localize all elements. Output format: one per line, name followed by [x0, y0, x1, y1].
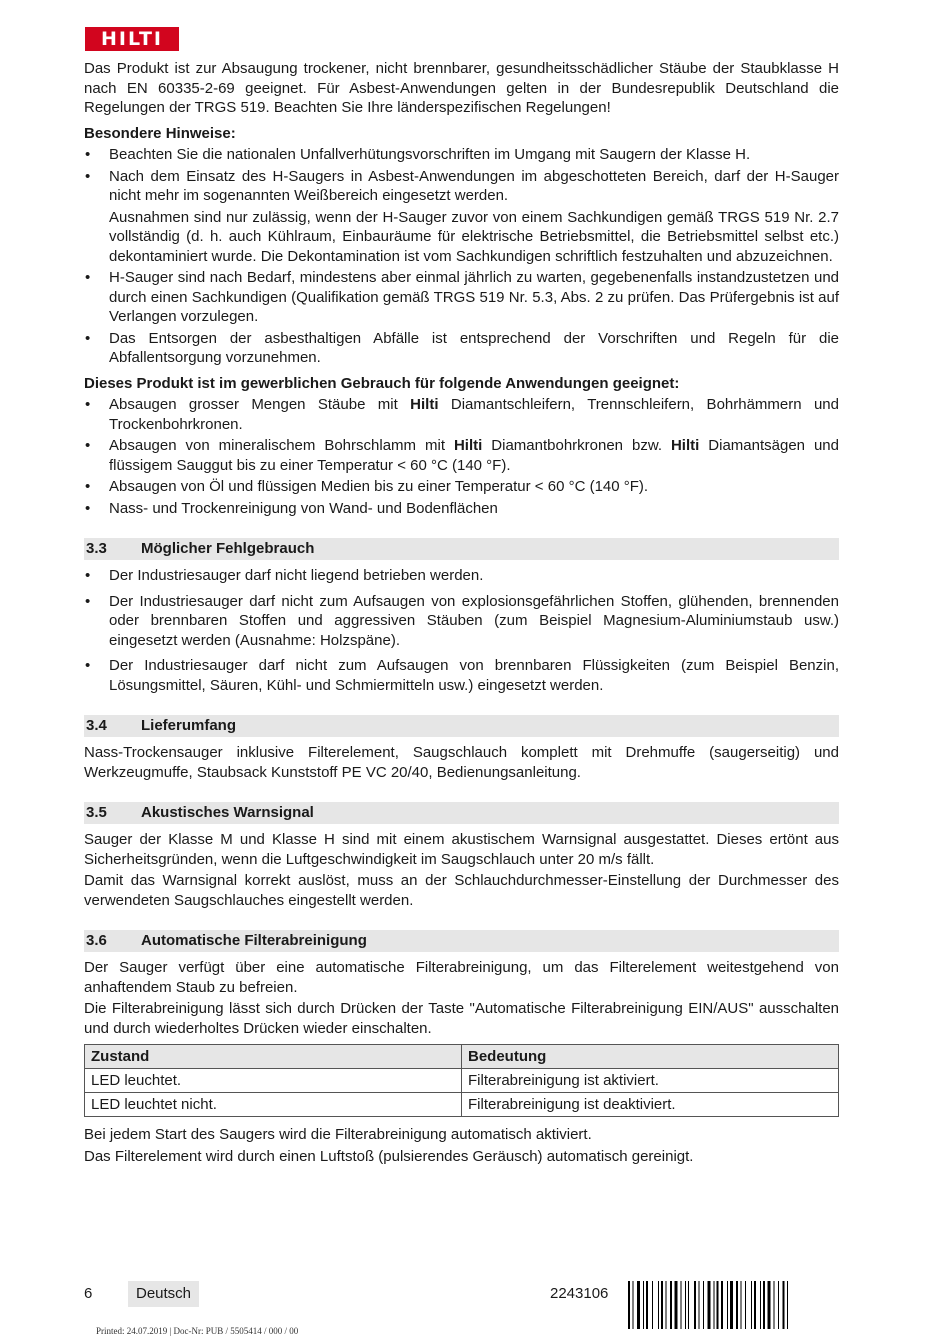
brand-name: Hilti [670, 437, 700, 454]
list-item-text: Diamantbohrkronen bzw. [482, 437, 671, 454]
barcode-bar [736, 1281, 738, 1329]
use-heading: Dieses Produkt ist im gewerblichen Gebrauch für folgende Anwendungen geeignet: [84, 374, 680, 392]
barcode [628, 1281, 838, 1329]
section-number: 3.5 [86, 804, 107, 821]
table-cell: Filterabreinigung ist aktiviert. [462, 1069, 839, 1093]
brand-name: Hilti [453, 437, 483, 454]
warning-paragraph: Damit das Warnsignal korrekt auslöst, muss an der Schlauchdurchmesser-Einstellung der Durchmesser des verwendeten Saugschlauches eingestellt werden. [84, 872, 839, 909]
table-row [85, 1093, 839, 1117]
barcode-bar [681, 1281, 682, 1329]
barcode-bar [633, 1281, 634, 1329]
use-list [84, 395, 839, 518]
list-item: • H-Sauger sind nach Bedarf, mindestens aber einmal jährlich zu warten, gegebenenfalls instandzustetzen und durch einen Sachkundigen (Qualifikation gemäß TRGS 519 Nr. 5.3, Abs. 2 zu prüfen. Das Prüfergebnis ist auf Verlangen vorzulegen. [84, 268, 839, 327]
table-cell: LED leuchtet nicht. [85, 1093, 462, 1117]
hints-list-more [84, 268, 839, 368]
barcode-bar [670, 1281, 672, 1329]
section-heading-3-5 [84, 802, 839, 824]
section-number: 3.3 [86, 540, 107, 557]
barcode-bar [768, 1281, 771, 1329]
list-item-text: Diamantschleifern, Trennschleifern, Bohrhämmern und Trockenbohrkronen. [109, 396, 839, 433]
barcode-bar [646, 1281, 648, 1329]
filter-paragraph: Bei jedem Start des Saugers wird die Filterabreinigung automatisch aktiviert. [84, 1126, 592, 1143]
list-item: • Der Industriesauger darf nicht zum Aufsaugen von explosionsgefährlichen Stoffen, glühenden, brennenden oder brennbaren Stoffen und aggressiven Stäuben (zum Beispiel Magnesium-Aluminiumstaub usw.) eingesetzt werden (Ausnahme: Holzspäne). [84, 592, 839, 651]
list-item: • Nass- und Trockenreinigung von Wand- und Bodenflächen [84, 499, 839, 519]
barcode-bar [685, 1281, 686, 1329]
section-title: Automatische Filterabreinigung [141, 932, 367, 949]
list-item-text: Absaugen von mineralischem Bohrschlamm mit [109, 437, 454, 454]
misuse-list [84, 566, 839, 695]
barcode-bar [741, 1281, 742, 1329]
section-number: 3.6 [86, 932, 107, 949]
hints-heading: Besondere Hinweise: [84, 124, 236, 142]
barcode-bar [675, 1281, 678, 1329]
page-number: 6 [84, 1285, 93, 1302]
list-item: • Der Industriesauger darf nicht liegend betrieben werden. [84, 566, 839, 586]
barcode-bar [661, 1281, 663, 1329]
intro-paragraph: Das Produkt ist zur Absaugung trockener, nicht brennbarer, gesundheitsschädlicher Stäube der Staubklasse H nach EN 60335-2-69 geeignet. Für Asbest-Anwendungen gelten in der Bundesrepublik Deutschland die Regelungen der TRGS 519. Beachten Sie Ihre länderspezifischen Regelungen! [84, 60, 839, 116]
hilti-logo: HILTI [85, 27, 179, 51]
barcode-bar [666, 1281, 667, 1329]
document-body [84, 59, 839, 1166]
warning-paragraph: Sauger der Klasse M und Klasse H sind mit einem akustischem Warnsignal ausgestattet. Dieses ertönt aus Sicherheitsgründen, wenn die Luftgeschwindigkeit im Saugschlauch unter 20 m/s fällt. [84, 831, 839, 868]
table-header: Bedeutung [462, 1045, 839, 1069]
section-heading-3-6 [84, 930, 839, 952]
section-title: Möglicher Fehlgebrauch [141, 540, 315, 557]
language-badge: Deutsch [128, 1281, 199, 1307]
filter-paragraph: Der Sauger verfügt über eine automatische Filterabreinigung, um das Filterelement weitestgehend von anhaftendem Staub zu befreien. [84, 959, 839, 996]
barcode-bar [637, 1281, 640, 1329]
barcode-bar [694, 1281, 696, 1329]
barcode-bar [658, 1281, 659, 1329]
barcode-bar [751, 1281, 752, 1329]
list-item: • Absaugen von Öl und flüssigen Medien bis zu einer Temperatur < 60 °C (140 °F). [84, 477, 839, 497]
barcode-bar [688, 1281, 689, 1329]
table-header: Zustand [85, 1045, 462, 1069]
barcode-bar [643, 1281, 644, 1329]
barcode-bar [708, 1281, 711, 1329]
barcode-bar [727, 1281, 728, 1329]
delivery-text: Nass-Trockensauger inklusive Filterelement, Saugschlauch komplett mit Drehmuffe (saugerseitig) und Werkzeugmuffe, Staubsack Kunststoff PE VC 20/40, Bedienungsanleitung. [84, 744, 839, 781]
section-title: Akustisches Warnsignal [141, 804, 314, 821]
document-number: 2243106 [550, 1285, 609, 1302]
list-item: • Das Entsorgen der asbesthaltigen Abfälle ist entsprechend der Vorschriften und Regeln für die Abfallentsorgung vorzunehmen. [84, 329, 839, 368]
barcode-bar [760, 1281, 761, 1329]
barcode-bar [783, 1281, 785, 1329]
list-item: • Beachten Sie die nationalen Unfallverhütungsvorschriften im Umgang mit Saugern der Klasse H. [84, 145, 839, 165]
filter-paragraph: Die Filterabreinigung lässt sich durch Drücken der Taste "Automatische Filterabreinigung EIN/AUS" ausschalten und durch wiederholtes Drücken wieder einschalten. [84, 1000, 839, 1037]
barcode-bar [721, 1281, 723, 1329]
barcode-bar [730, 1281, 733, 1329]
list-item [84, 436, 839, 475]
barcode-bar [778, 1281, 779, 1329]
table-row [85, 1069, 839, 1093]
section-title: Lieferumfang [141, 717, 237, 734]
print-info: Printed: 24.07.2019 | Doc-Nr: PUB / 5505414 / 000 / 00 [96, 1326, 299, 1336]
barcode-bar [745, 1281, 746, 1329]
status-table [84, 1044, 839, 1117]
list-item [84, 395, 839, 434]
table-header-row [85, 1045, 839, 1069]
filter-paragraph: Das Filterelement wird durch einen Luftstoß (pulsierendes Geräusch) automatisch gereinigt. [84, 1147, 694, 1165]
barcode-bar [703, 1281, 704, 1329]
barcode-bar [652, 1281, 653, 1329]
barcode-bar [787, 1281, 788, 1329]
barcode-bar [774, 1281, 775, 1329]
barcode-bar [763, 1281, 765, 1329]
hints-continuation: Ausnahmen sind nur zulässig, wenn der H-Sauger zuvor von einem Sachkundigen gemäß TRGS 519 Nr. 2.7 vollständig (d. h. auch Kühlraum, Einbauräume für elektrische Betriebsmittel, die Betriebsmittel selbst etc.) dekontaminiert wurde. Die Dekontamination ist vom Sachkundigen schriftlich festzuhalten und abzuzeichnen. [109, 208, 839, 265]
list-item-text: Diamantsägen und flüssigem Sauggut bis zu einer Temperatur < 60 °C (140 °F). [109, 437, 839, 474]
section-heading-3-4 [84, 715, 839, 737]
barcode-bar [699, 1281, 700, 1329]
list-item-text: Absaugen grosser Mengen Stäube mit [109, 396, 411, 413]
brand-name: Hilti [410, 396, 439, 413]
barcode-bar [717, 1281, 719, 1329]
list-item [84, 167, 839, 206]
barcode-bar [714, 1281, 715, 1329]
table-cell: LED leuchtet. [85, 1069, 462, 1093]
list-item-text: Nach dem Einsatz des H-Saugers in Asbest-Anwendungen im abgeschotteten Bereich, darf der H-Sauger nicht mehr im sogenannten Weißbereich eingesetzt werden. [109, 167, 839, 204]
list-item: • Der Industriesauger darf nicht zum Aufsaugen von brennbaren Flüssigkeiten (zum Beispiel Benzin, Lösungsmittel, Säuren, Kühl- und Schmiermitteln usw.) eingesetzt werden. [84, 656, 839, 695]
barcode-bar [754, 1281, 756, 1329]
barcode-bar [628, 1281, 630, 1329]
hints-list [84, 145, 839, 206]
section-number: 3.4 [86, 717, 107, 734]
section-heading-3-3 [84, 538, 839, 560]
table-cell: Filterabreinigung ist deaktiviert. [462, 1093, 839, 1117]
